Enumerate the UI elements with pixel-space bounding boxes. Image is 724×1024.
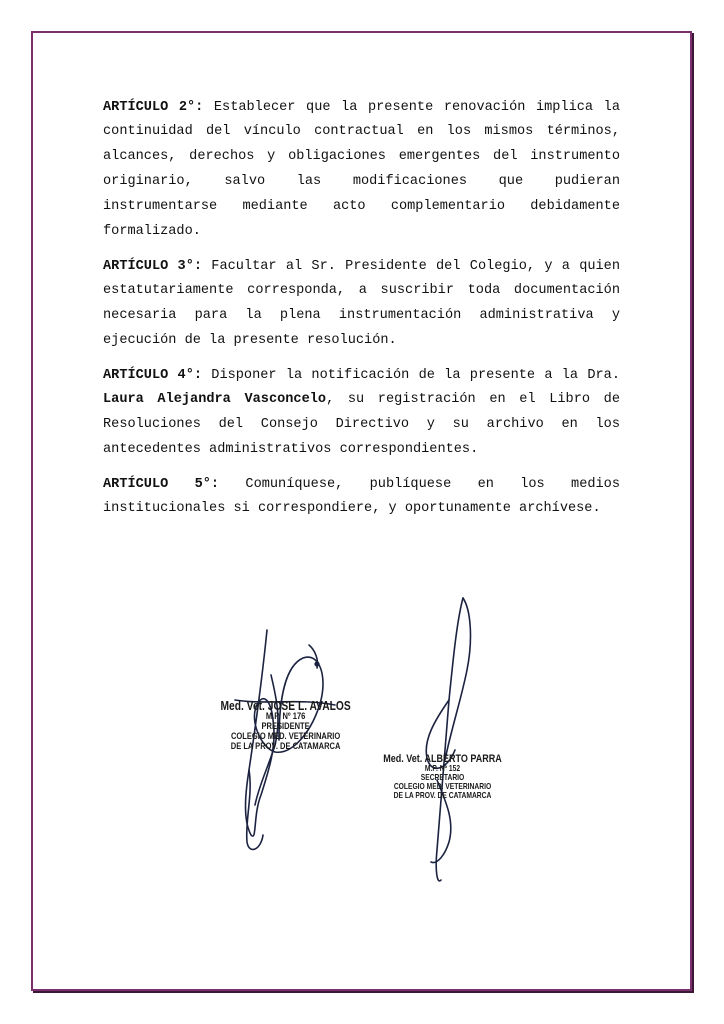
article-text: Comuníquese, publíquese en los medios institucionales si correspondiere, y oportunamente archívese. (103, 476, 620, 517)
stamp-line: DE LA PROV. DE CATAMARCA (230, 741, 341, 751)
article-text: , su registración en el Libro de Resoluciones del Consejo Directivo y su archivo en los antecedentes administrativos correspondientes. (103, 392, 620, 457)
article-2 (103, 96, 620, 245)
stamp-name: Med. Vet. ALBERTO PARRA (383, 753, 502, 765)
article-4 (103, 364, 620, 463)
article-title: ARTÍCULO 5°: (103, 476, 220, 492)
article-text: Facultar al Sr. Presidente del Colegio, y a quien estatutariamente corresponda, a suscribir toda documentación necesaria para la plena instrumentación administrativa y ejecución de la presente resolución. (103, 258, 620, 348)
stamp-line: COLEGIO MED. VETERINARIO (393, 782, 492, 791)
signature-block (205, 580, 525, 900)
stamp-secretary (381, 754, 504, 800)
article-5 (103, 473, 620, 523)
stamp-line: DE LA PROV. DE CATAMARCA (393, 791, 492, 800)
stamp-president (220, 701, 351, 751)
article-3 (103, 255, 620, 354)
article-text: Establecer que la presente renovación implica la continuidad del vínculo contractual en los mismos términos, alcances, derechos y obligaciones emergentes del instrumento originario, salvo las modificaciones que pudieran instrumentarse mediante acto complementario debidamente formalizado. (103, 99, 620, 239)
article-title: ARTÍCULO 4°: (103, 367, 203, 383)
stamp-line: COLEGIO MED. VETERINARIO (230, 731, 341, 741)
stamp-line: SECRETARIO (420, 773, 465, 782)
article-title: ARTÍCULO 2°: (103, 99, 204, 115)
stamp-name: Med. Vet. JOSE L. AVALOS (220, 699, 351, 713)
stamp-line: PRESIDENTE (261, 721, 310, 731)
article-title: ARTÍCULO 3°: (103, 258, 203, 274)
stamp-line: M.P. Nº 152 (424, 764, 461, 773)
person-name: Laura Alejandra Vasconcelo (103, 392, 327, 408)
article-text: Disponer la notificación de la presente a la Dra. (202, 367, 620, 383)
stamp-line: M.P. Nº 176 (265, 711, 306, 721)
